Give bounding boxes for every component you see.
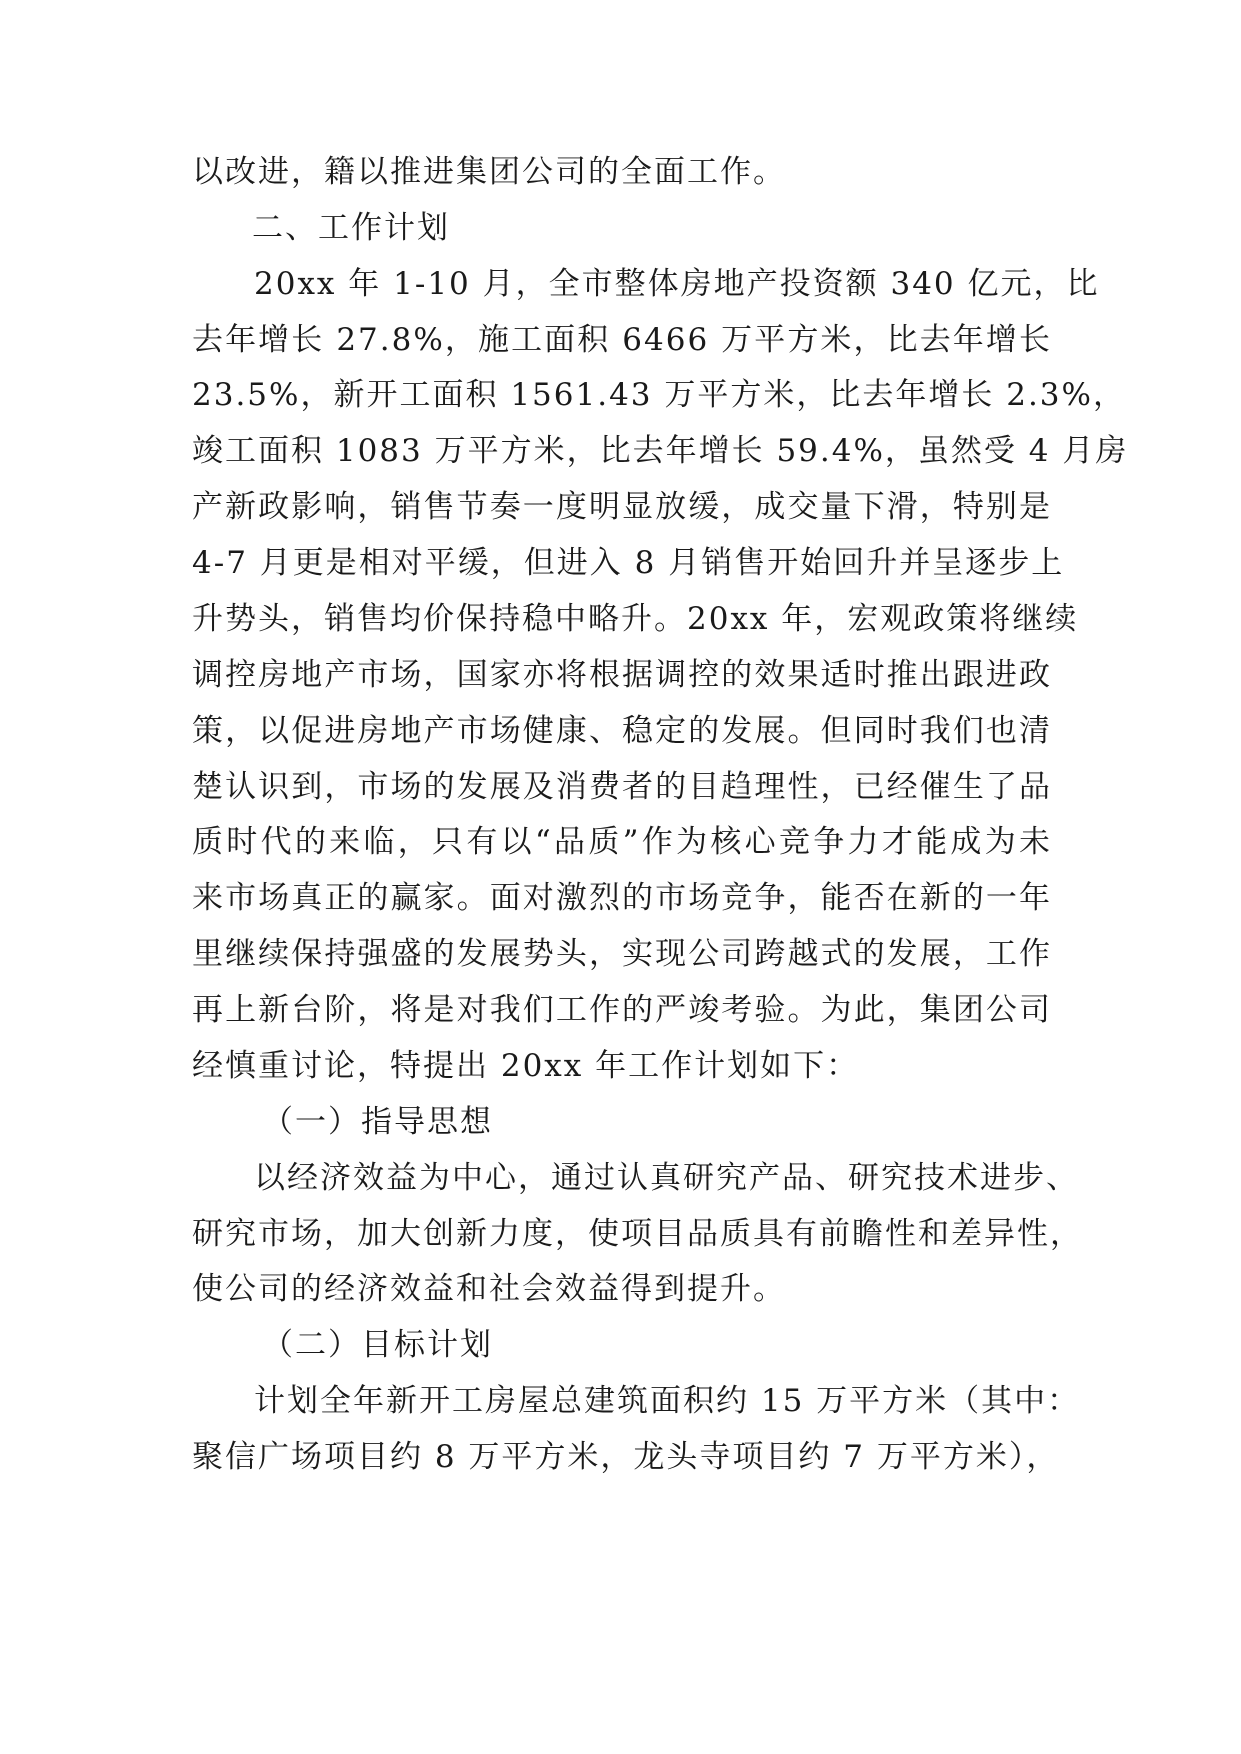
- subsection-heading: （一）指导思想: [262, 1104, 493, 1140]
- paragraph-line: 以经济效益为中心，通过认真研究产品、研究技术进步、: [254, 1160, 1079, 1196]
- paragraph-line: 质时代的来临，只有以“品质”作为核心竞争力才能成为未: [192, 824, 1052, 860]
- paragraph-line: 竣工面积 1083 万平方米，比去年增长 59.4%，虽然受 4 月房: [192, 433, 1129, 469]
- paragraph-line: 计划全年新开工房屋总建筑面积约 15 万平方米（其中：: [254, 1383, 1081, 1419]
- paragraph-line: 聚信广场项目约 8 万平方米，龙头寺项目约 7 万平方米），: [192, 1439, 1060, 1475]
- paragraph-line: 23.5%，新开工面积 1561.43 万平方米，比去年增长 2.3%，: [192, 377, 1126, 413]
- paragraph-line: 研究市场，加大创新力度，使项目品质具有前瞻性和差异性，: [192, 1216, 1083, 1252]
- paragraph-line: 策，以促进房地产市场健康、稳定的发展。但同时我们也清: [192, 713, 1052, 749]
- paragraph-line: 楚认识到，市场的发展及消费者的目趋理性，已经催生了品: [192, 769, 1052, 805]
- paragraph-line: 20xx 年 1-10 月，全市整体房地产投资额 340 亿元，比: [254, 266, 1100, 302]
- paragraph-line: 来市场真正的赢家。面对激烈的市场竞争，能否在新的一年: [192, 880, 1052, 916]
- paragraph-line: 再上新台阶，将是对我们工作的严竣考验。为此，集团公司: [192, 992, 1052, 1028]
- paragraph-line: 4-7 月更是相对平缓，但进入 8 月销售开始回升并呈逐步上: [192, 545, 1065, 581]
- paragraph-line: 经慎重讨论，特提出 20xx 年工作计划如下：: [192, 1048, 860, 1084]
- paragraph-line: 里继续保持强盛的发展势头，实现公司跨越式的发展，工作: [192, 936, 1052, 972]
- paragraph-line: 产新政影响，销售节奏一度明显放缓，成交量下滑，特别是: [192, 489, 1052, 525]
- paragraph-line: 以改进，籍以推进集团公司的全面工作。: [192, 154, 786, 190]
- paragraph-line: 使公司的经济效益和社会效益得到提升。: [192, 1271, 786, 1307]
- paragraph-line: 升势头，销售均价保持稳中略升。20xx 年，宏观政策将继续: [192, 601, 1079, 637]
- subsection-heading: （二）目标计划: [262, 1327, 493, 1363]
- paragraph-line: 调控房地产市场，国家亦将根据调控的效果适时推出跟进政: [192, 657, 1052, 693]
- section-heading: 二、工作计划: [252, 210, 450, 246]
- paragraph-line: 去年增长 27.8%，施工面积 6466 万平方米，比去年增长: [192, 322, 1052, 358]
